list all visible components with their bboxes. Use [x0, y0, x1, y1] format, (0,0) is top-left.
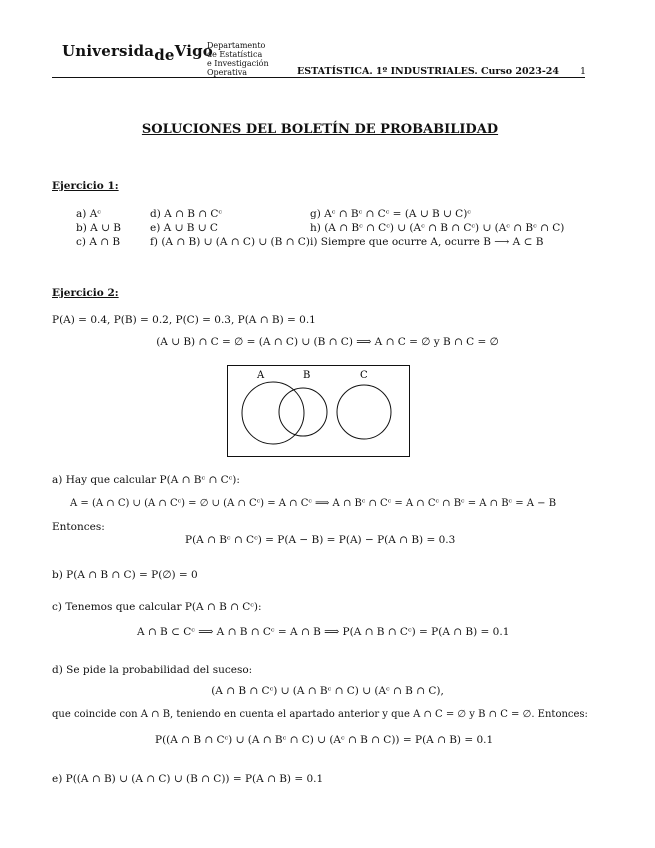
ej2-condition: (A ∪ B) ∩ C = ∅ = (A ∩ C) ∪ (B ∩ C) ⟹ A ∩ C = ∅ y B ∩ C = ∅ [156, 336, 499, 348]
ej1-item-f: f) (A ∩ B) ∪ (A ∩ C) ∪ (B ∩ C) [150, 236, 310, 248]
ej2-c-intro: c) Tenemos que calcular P(A ∩ B ∩ Cᶜ): [52, 601, 262, 613]
exercise-2-heading: Ejercicio 2: [52, 287, 119, 299]
ej2-a-intro: a) Hay que calcular P(A ∩ Bᶜ ∩ Cᶜ): [52, 474, 240, 486]
department-name: Departamento de Estatística e Investigación Operativa [207, 41, 269, 77]
ej1-item-c: c) A ∩ B [76, 236, 121, 248]
venn-circle-b [279, 388, 327, 436]
ej2-e: e) P((A ∩ B) ∪ (A ∩ C) ∪ (B ∩ C)) = P(A ∩ B) = 0.1 [52, 773, 324, 785]
ej2-b: b) P(A ∩ B ∩ C) = P(∅) = 0 [52, 569, 198, 581]
venn-circle-c [337, 385, 391, 439]
ej1-item-g: g) Aᶜ ∩ Bᶜ ∩ Cᶜ = (A ∪ B ∪ C)ᶜ [310, 208, 471, 220]
venn-label-b: B [303, 370, 311, 381]
header-rule [52, 77, 585, 78]
page-number: 1 [580, 66, 587, 77]
venn-label-c: C [360, 370, 368, 381]
university-logo: UniversidadeVigo [62, 42, 214, 64]
ej1-item-e: e) A ∪ B ∪ C [150, 222, 218, 234]
ej2-d-intro: d) Se pide la probabilidad del suceso: [52, 664, 253, 676]
ej2-d-result: P((A ∩ B ∩ Cᶜ) ∪ (A ∩ Bᶜ ∩ C) ∪ (Aᶜ ∩ B ∩ C)) = P(A ∩ B) = 0.1 [155, 734, 494, 746]
course-header: ESTATÍSTICA. 1º INDUSTRIALES. Curso 2023-24 [297, 66, 560, 77]
ej1-item-a: a) Aᶜ [76, 208, 101, 220]
ej2-d-event: (A ∩ B ∩ Cᶜ) ∪ (A ∩ Bᶜ ∩ C) ∪ (Aᶜ ∩ B ∩ C), [211, 685, 444, 697]
ej2-a-result: P(A ∩ Bᶜ ∩ Cᶜ) = P(A − B) = P(A) − P(A ∩ B) = 0.3 [185, 534, 456, 546]
ej2-d-text: que coincide con A ∩ B, teniendo en cuenta el apartado anterior y que A ∩ C = ∅ y B ∩ C = ∅. Entonces: [52, 709, 588, 720]
venn-frame [228, 366, 410, 457]
ej1-item-b: b) A ∪ B [76, 222, 121, 234]
ej1-item-d: d) A ∩ B ∩ Cᶜ [150, 208, 223, 220]
ej1-item-h: h) (A ∩ Bᶜ ∩ Cᶜ) ∪ (Aᶜ ∩ B ∩ Cᶜ) ∪ (Aᶜ ∩ Bᶜ ∩ C) [310, 222, 565, 234]
page-title: SOLUCIONES DEL BOLETÍN DE PROBABILIDAD [141, 122, 499, 137]
venn-diagram [227, 365, 411, 458]
ej1-item-i: i) Siempre que ocurre A, ocurre B ⟶ A ⊂ B [310, 236, 544, 248]
ej2-c-equation: A ∩ B ⊂ Cᶜ ⟹ A ∩ B ∩ Cᶜ = A ∩ B ⟹ P(A ∩ B ∩ Cᶜ) = P(A ∩ B) = 0.1 [137, 626, 510, 638]
ej2-a-equation: A = (A ∩ C) ∪ (A ∩ Cᶜ) = ∅ ∪ (A ∩ Cᶜ) = A ∩ Cᶜ ⟹ A ∩ Bᶜ ∩ Cᶜ = A ∩ Cᶜ ∩ Bᶜ = A ∩ Bᶜ = A − B [70, 498, 557, 509]
venn-label-a: A [257, 370, 265, 381]
ej2-a-then: Entonces: [52, 521, 105, 533]
exercise-1-heading: Ejercicio 1: [52, 180, 119, 192]
ej2-given: P(A) = 0.4, P(B) = 0.2, P(C) = 0.3, P(A ∩ B) = 0.1 [52, 314, 316, 326]
